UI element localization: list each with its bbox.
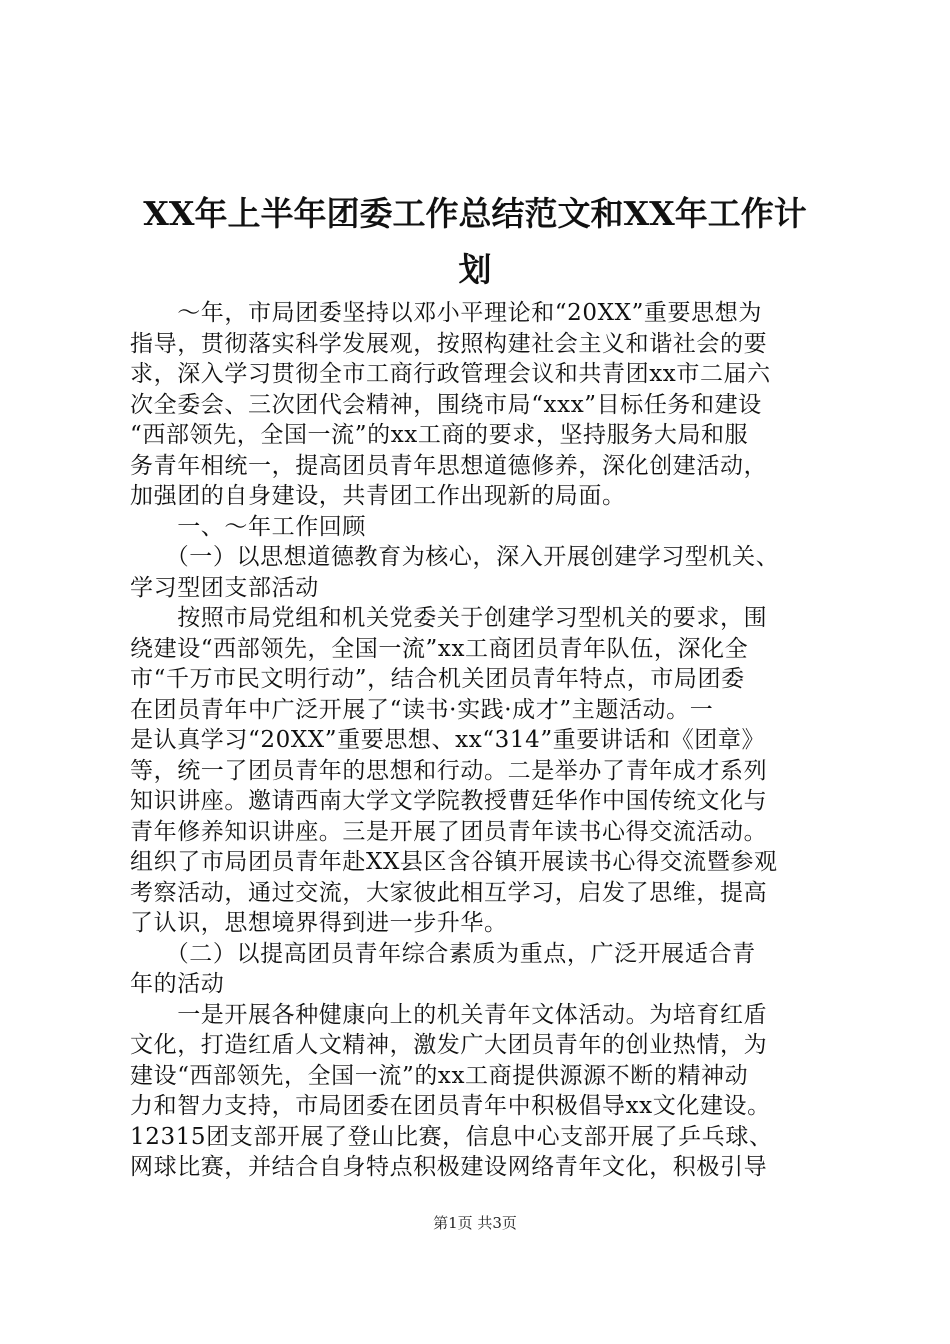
body-line: 一是开展各种健康向上的机关青年文体活动。为培育红盾	[130, 1001, 768, 1028]
body-line: 建设“西部领先，全国一流”的xx工商提供源源不断的精神动	[130, 1062, 749, 1089]
body-line: 务青年相统一，提高团员青年思想道德修养，深化创建活动，	[130, 452, 768, 479]
body-line: 组织了市局团员青年赴XX县区含谷镇开展读书心得交流暨参观	[130, 849, 778, 875]
body-line: 求，深入学习贯彻全市工商行政管理会议和共青团xx市二届六	[130, 361, 771, 387]
body-line: 绕建设“西部领先，全国一流”xx工商团员青年队伍，深化全	[130, 635, 749, 662]
body-line: 力和智力支持，市局团委在团员青年中积极倡导xx文化建设。	[130, 1093, 771, 1119]
page-footer: 第1页 共3页	[433, 1214, 517, 1232]
body-line: 网球比赛，并结合自身特点积极建设网络青年文化，积极引导	[130, 1154, 768, 1180]
document-title-line-2: 划	[458, 250, 492, 289]
body-line: 等，统一了团员青年的思想和行动。二是举办了青年成才系列	[130, 757, 768, 784]
body-line: 考察活动，通过交流，大家彼此相互学习，启发了思维，提高	[130, 879, 768, 906]
body-line: “西部领先，全国一流”的xx工商的要求，坚持服务大局和服	[130, 422, 749, 448]
body-line: 次全委会、三次团代会精神，围绕市局“xxx”目标任务和建设	[130, 391, 762, 418]
body-line: 12315团支部开展了登山比赛，信息中心支部开展了乒乓球、	[130, 1123, 773, 1150]
body-line: 指导，贯彻落实科学发展观，按照构建社会主义和谐社会的要	[130, 330, 768, 357]
body-line: 按照市局党组和机关党委关于创建学习型机关的要求，围	[130, 605, 768, 631]
body-line: 了认识，思想境界得到进一步升华。	[130, 910, 508, 936]
body-line: 青年修养知识讲座。三是开展了团员青年读书心得交流活动。	[130, 818, 768, 845]
subsection-heading: （一）以思想道德教育为核心，深入开展创建学习型机关、	[130, 544, 780, 570]
body-line: 加强团的自身建设，共青团工作出现新的局面。	[130, 483, 626, 509]
body-line: 文化，打造红盾人文精神，激发广大团员青年的创业热情，为	[130, 1032, 768, 1058]
document-title-line-1: XX年上半年团委工作总结范文和XX年工作计	[143, 194, 807, 233]
body-line: 在团员青年中广泛开展了“读书·实践·成才”主题活动。一	[130, 696, 714, 723]
body-line: ～年，市局团委坚持以邓小平理论和“20XX”重要思想为	[130, 300, 762, 326]
subsection-heading: （二）以提高团员青年综合素质为重点，广泛开展适合青	[130, 940, 756, 967]
document-body	[130, 298, 830, 1183]
body-line: 是认真学习“20XX”重要思想、xx“314”重要讲话和《团章》	[130, 727, 766, 753]
subsection-heading: 学习型团支部活动	[130, 574, 319, 601]
body-line: 市“千万市民文明行动”，结合机关团员青年特点，市局团委	[130, 666, 745, 692]
subsection-heading: 年的活动	[130, 971, 225, 997]
section-heading: 一、～年工作回顾	[130, 513, 366, 540]
body-line: 知识讲座。邀请西南大学文学院教授曹廷华作中国传统文化与	[130, 788, 768, 814]
